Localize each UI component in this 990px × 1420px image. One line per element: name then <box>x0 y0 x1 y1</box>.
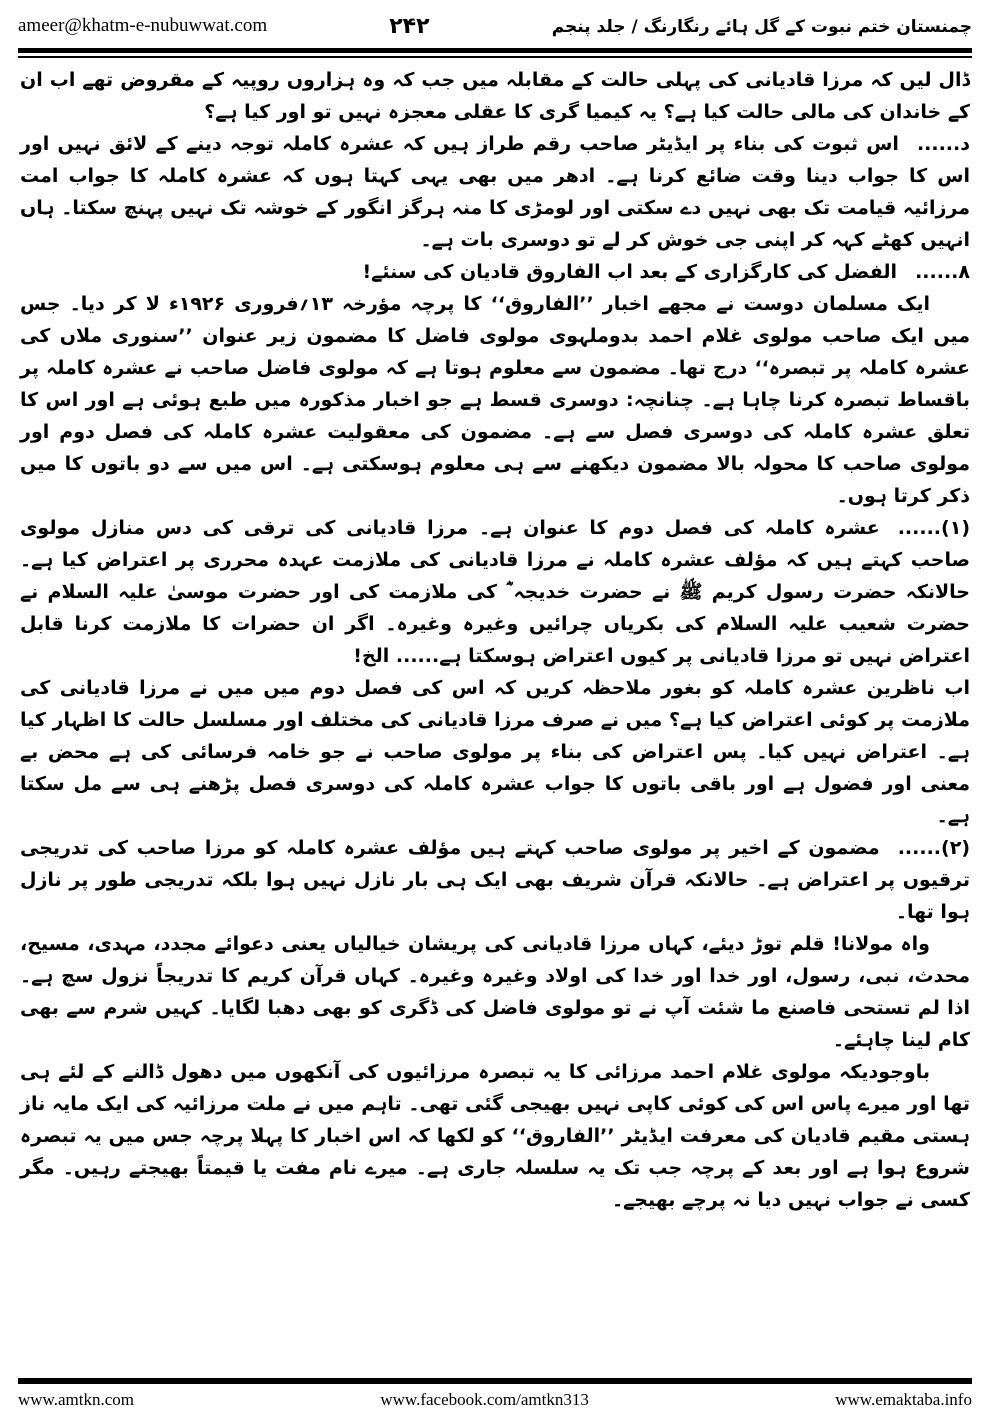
paragraph-text: اس ثبوت کی بناء پر ایڈیٹر صاحب رقم طراز ہیں کہ عشرہ کاملہ توجہ دینے کے لائق نہیں اور اس کا جواب دینا وقت ضائع کرنا ہے۔ ادھر میں بھی یہی کہتا ہوں کہ عشرہ کاملہ کا جواب امت مرزائیہ قیامت تک بھی نہیں دے سکتی اور لومڑی کا منہ ہرگز انگور کے خوشہ تک نہیں پہنچ سکتا۔ ہاں انہیں کھٹے کہہ کر اپنی جی خوش کر لے تو دوسری بات ہے۔ <box>20 133 970 251</box>
paragraph <box>20 1056 970 1216</box>
book-title: چمنستان ختم نبوت کے گل ہائے رنگارنگ / جلد پنجم <box>551 16 972 37</box>
footer-rule <box>18 1378 972 1384</box>
header-rule <box>18 48 972 53</box>
page-header <box>18 8 972 44</box>
paragraph <box>20 288 970 512</box>
paragraph <box>20 672 970 832</box>
paragraph-number: ۸...... <box>915 261 970 283</box>
paragraph <box>20 512 970 672</box>
page-number: ۲۴۲ <box>389 13 430 39</box>
paragraph <box>20 128 970 256</box>
footer-link-website[interactable]: www.amtkn.com <box>18 1390 134 1409</box>
footer-link-emaktaba[interactable]: www.emaktaba.info <box>835 1390 972 1409</box>
paragraph-text: مضمون کے اخیر پر مولوی صاحب کہتے ہیں مؤلف عشرہ کاملہ کو مرزا صاحب کی تدریجی ترقیوں پر اعتراض ہے۔ حالانکہ قرآن شریف بھی ایک ہی بار نازل نہیں ہوا بلکہ تدریجی طور پر نازل ہوا تھا۔ <box>20 837 970 923</box>
paragraph-text: ایک مسلمان دوست نے مجھے اخبار ’’الفاروق‘‘ کا پرچہ مؤرخہ ۱۳؍فروری ۱۹۲۶ء لا کر دیا۔ جس میں ایک صاحب مولوی غلام احمد بدوملہوی مولوی فاضل کا مضمون زیر عنوان ’’سنوری ملاں کی عشرہ کاملہ پر تبصرہ‘‘ درج تھا۔ مضمون سے معلوم ہوتا ہے کہ مولوی فاضل صاحب نے عشرہ کاملہ پر باقساط تبصرہ کرنا چاہا ہے۔ چنانچہ: دوسری قسط ہے جو اخبار مذکورہ میں طبع ہوئی ہے اور اس کا تعلق عشرہ کاملہ کی دوسری فصل سے ہے۔ مضمون کی معقولیت عشرہ کاملہ کی فصل دوم اور مولوی صاحب کا محولہ بالا مضمون دیکھنے سے ہی معلوم ہوسکتی ہے۔ اس میں سے دو باتوں کا میں ذکر کرتا ہوں۔ <box>20 293 970 507</box>
paragraph-text: اب ناظرین عشرہ کاملہ کو بغور ملاحظہ کریں کہ اس کی فصل دوم میں میں نے مرزا قادیانی کی ملازمت پر کوئی اعتراض کیا ہے؟ میں نے صرف مرزا قادیانی کی مختلف اور مسلسل حالت کا اظہار کیا ہے۔ اعتراض نہیں کیا۔ پس اعتراض کی بناء پر مولوی صاحب نے جو خامہ فرسائی کی ہے محض بے معنی اور فضول ہے اور باقی باتوں کا جواب عشرہ کاملہ کی دوسری فصل پڑھنے ہی سے مل سکتا ہے۔ <box>20 677 970 827</box>
paragraph-text: ڈال لیں کہ مرزا قادیانی کی پہلی حالت کے مقابلہ میں جب کہ وہ ہزاروں روپیہ کے مقروض تھے اب ان کے خاندان کی مالی حالت کیا ہے؟ یہ کیمیا گری کا عقلی معجزہ نہیں تو اور کیا ہے؟ <box>20 69 970 123</box>
paragraph-text: عشرہ کاملہ کی فصل دوم کا عنوان ہے۔ مرزا قادیانی کی ترقی کی دس منازل مولوی صاحب کہتے ہیں کہ مؤلف عشرہ کاملہ نے مرزا قادیانی کی ملازمت عہدہ محرری پر اعتراض کیا ہے۔ حالانکہ حضرت رسول کریم ﷺ نے حضرت خدیجہ ؓ کی ملازمت کی اور حضرت موسیٰ علیہ السلام نے حضرت شعیب علیہ السلام کی بکریاں چرائیں وغیرہ وغیرہ۔ اگر ان حضرات کا ملازمت کرنا قابل اعتراض نہیں تو مرزا قادیانی پر کیوں اعتراض ہوسکتا ہے...... الخ! <box>20 517 970 667</box>
header-rule-thin <box>18 56 972 58</box>
section-heading <box>20 256 970 288</box>
paragraph-text: واہ مولانا! قلم توڑ دیئے، کہاں مرزا قادیانی کی پریشان خیالیاں یعنی دعوائے مجدد، مہدی، مسیح، محدث، نبی، رسول، اور خدا اور خدا کی اولاد وغیرہ وغیرہ۔ کہاں قرآن کریم کا تدریجاً نزول سچ ہے۔ اذا لم تستحی فاصنع ما شئت آپ نے تو مولوی فاضل کی ڈگری کو بھی دھبا لگایا۔ کہیں شرم سے بھی کام لینا چاہئے۔ <box>20 933 970 1051</box>
page-footer <box>18 1390 972 1414</box>
paragraph <box>20 832 970 928</box>
paragraph <box>20 928 970 1056</box>
paragraph-number: د...... <box>916 133 970 155</box>
paragraph-number: (۱)...... <box>897 517 970 539</box>
paragraph-text: باوجودیکہ مولوی غلام احمد مرزائی کا یہ تبصرہ مرزائیوں کی آنکھوں میں دھول ڈالنے کے لئے ہی تھا اور میرے پاس اس کی کوئی کاپی نہیں بھیجی گئی تھی۔ تاہم میں نے ملت مرزائیہ کی ایک مایہ ناز ہستی مقیم قادیان کی معرفت ایڈیٹر ’’الفاروق‘‘ کو لکھا کہ اس اخبار کا پہلا پرچہ جس میں یہ تبصرہ شروع ہوا ہے اور بعد کے پرچہ جب تک یہ سلسلہ جاری ہے۔ میرے نام مفت یا قیمتاً بھیجتے رہیں۔ مگر کسی نے جواب نہیں دیا نہ پرچے بھیجے۔ <box>20 1061 970 1211</box>
paragraph-text: الفضل کی کارگزاری کے بعد اب الفاروق قادیان کی سنئے! <box>362 261 898 283</box>
paragraph <box>20 64 970 128</box>
paragraph-number: (۲)...... <box>897 837 970 859</box>
footer-link-facebook[interactable]: www.facebook.com/amtkn313 <box>380 1390 589 1409</box>
header-email: ameer@khatm-e-nubuwwat.com <box>18 15 268 36</box>
page-body <box>20 64 970 1216</box>
